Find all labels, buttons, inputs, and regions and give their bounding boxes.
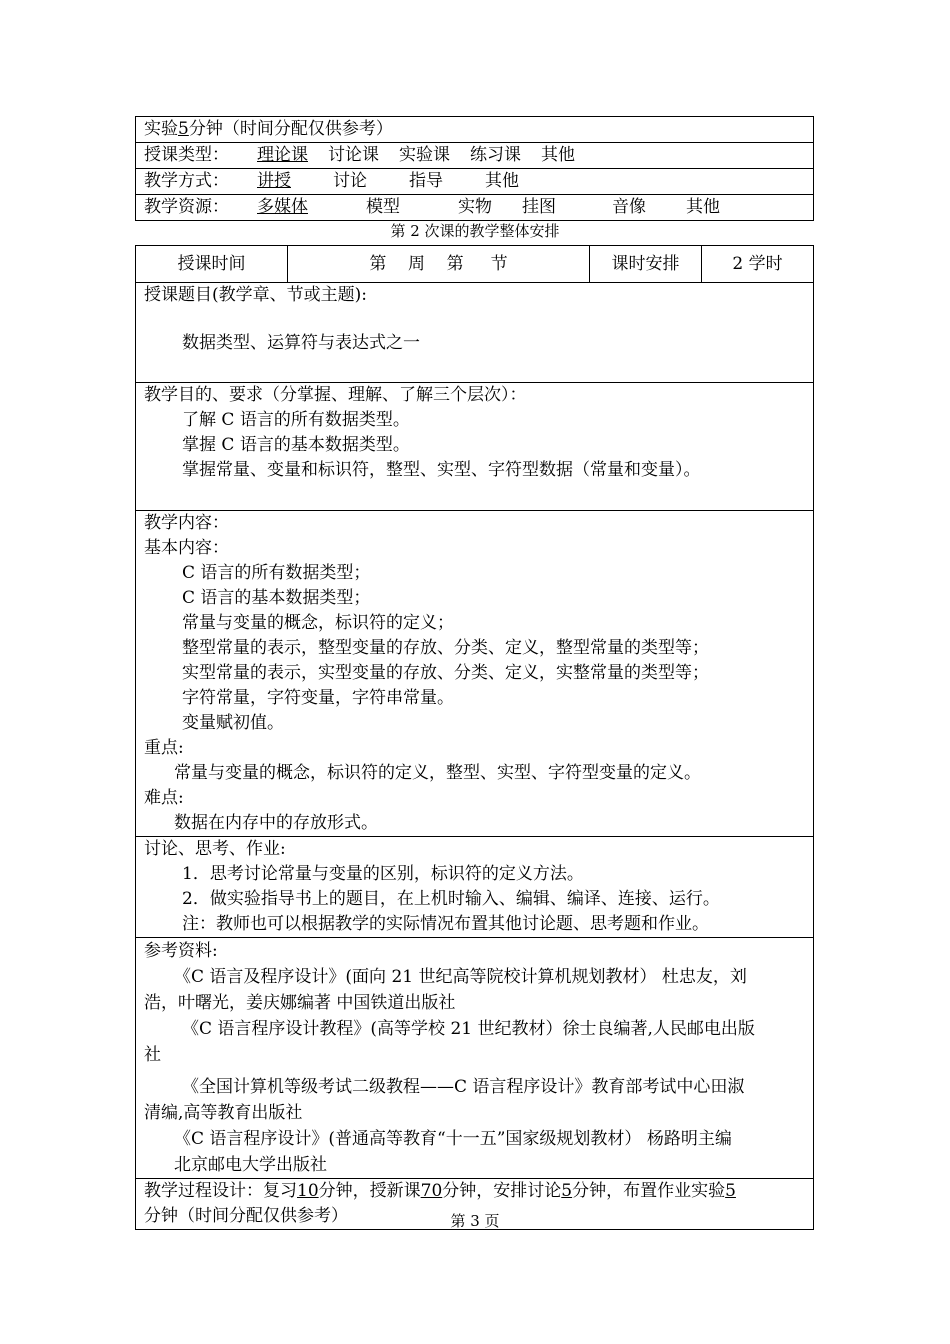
hours-label: 课时安排: [590, 246, 702, 283]
reference-item: 清编,高等教育出版社: [144, 1103, 303, 1123]
content-item: 字符常量，字符变量，字符串常量。: [182, 688, 454, 708]
table-caption: 第 2 次课的教学整体安排: [390, 222, 560, 240]
reference-item: 《全国计算机等级考试二级教程——C 语言程序设计》教育部考试中心田淑: [182, 1077, 745, 1097]
content-item: 常量与变量的概念，标识符的定义；: [182, 613, 454, 633]
teaching-resource-row: 教学资源： 多媒体 模型 实物 挂图 音像 其他: [136, 195, 814, 221]
content-label: 教学内容：: [144, 513, 229, 533]
topic-cell: [136, 283, 814, 383]
content-item: C 语言的所有数据类型；: [182, 563, 371, 583]
time-label: 授课时间: [136, 246, 288, 283]
process-cell: 教学过程设计：复习10分钟，授新课70分钟，安排讨论5分钟，布置作业实验5 分钟（时间分配仅供参考）: [136, 1179, 814, 1230]
week-section: 第 周 第 节: [288, 246, 590, 283]
difficulty-label: 难点:: [144, 788, 184, 808]
goal-item: 掌握常量、变量和标识符，整型、实型、字符型数据（常量和变量）。: [182, 460, 701, 480]
reference-item: 《C 语言程序设计》(普通高等教育“十一五”国家级规划教材） 杨路明主编: [174, 1129, 732, 1149]
key-point-value: 常量与变量的概念，标识符的定义，整型、实型、字符型变量的定义。: [174, 763, 701, 783]
references-cell: [136, 938, 814, 1179]
difficulty-value: 数据在内存中的存放形式。: [174, 813, 378, 833]
content-item: 变量赋初值。: [182, 713, 284, 733]
discussion-item: 2．做实验指导书上的题目，在上机时输入、编辑、编译、连接、运行。: [182, 889, 720, 909]
reference-item: 《C 语言程序设计教程》(高等学校 21 世纪教材）徐士良编著,人民邮电出版: [182, 1019, 755, 1039]
topic-value: 数据类型、运算符与表达式之一: [182, 333, 420, 353]
content-item: 实型常量的表示，实型变量的存放、分类、定义，实整常量的类型等；: [182, 663, 709, 683]
page-number: 第 3 页: [450, 1212, 500, 1230]
topic-label: 授课题目(教学章、节或主题):: [144, 285, 367, 305]
hours-value: 2 学时: [702, 246, 814, 283]
goals-cell: [136, 383, 814, 511]
teaching-method-row: 教学方式： 讲授 讨论 指导 其他: [136, 169, 814, 195]
goal-item: 掌握 C 语言的基本数据类型。: [182, 435, 410, 455]
lesson-plan-table: [135, 245, 814, 1230]
goals-label: 教学目的、要求（分掌握、理解、了解三个层次）：: [144, 385, 527, 405]
content-cell: [136, 511, 814, 837]
experiment-time-row: 实验5分钟（时间分配仅供参考）: [136, 117, 814, 143]
reference-item: 《C 语言及程序设计》(面向 21 世纪高等院校计算机规划教材） 杜忠友，刘: [174, 967, 747, 987]
course-type-row: 授课类型： 理论课 讨论课 实验课 练习课 其他: [136, 143, 814, 169]
references-label: 参考资料:: [144, 941, 218, 961]
key-point-label: 重点:: [144, 738, 184, 758]
discussion-note: 注：教师也可以根据教学的实际情况布置其他讨论题、思考题和作业。: [182, 914, 709, 934]
reference-item: 北京邮电大学出版社: [174, 1155, 327, 1175]
discussion-cell: [136, 837, 814, 938]
discussion-label: 讨论、思考、作业:: [144, 839, 286, 859]
basic-content-label: 基本内容：: [144, 538, 229, 558]
reference-item: 社: [144, 1045, 161, 1065]
content-item: C 语言的基本数据类型；: [182, 588, 371, 608]
goal-item: 了解 C 语言的所有数据类型。: [182, 410, 410, 430]
reference-item: 浩，叶曙光，姜庆娜编著 中国铁道出版社: [144, 993, 456, 1013]
content-item: 整型常量的表示，整型变量的存放、分类、定义，整型常量的类型等；: [182, 638, 709, 658]
discussion-item: 1．思考讨论常量与变量的区别，标识符的定义方法。: [182, 864, 584, 884]
course-type-table: [135, 116, 814, 221]
